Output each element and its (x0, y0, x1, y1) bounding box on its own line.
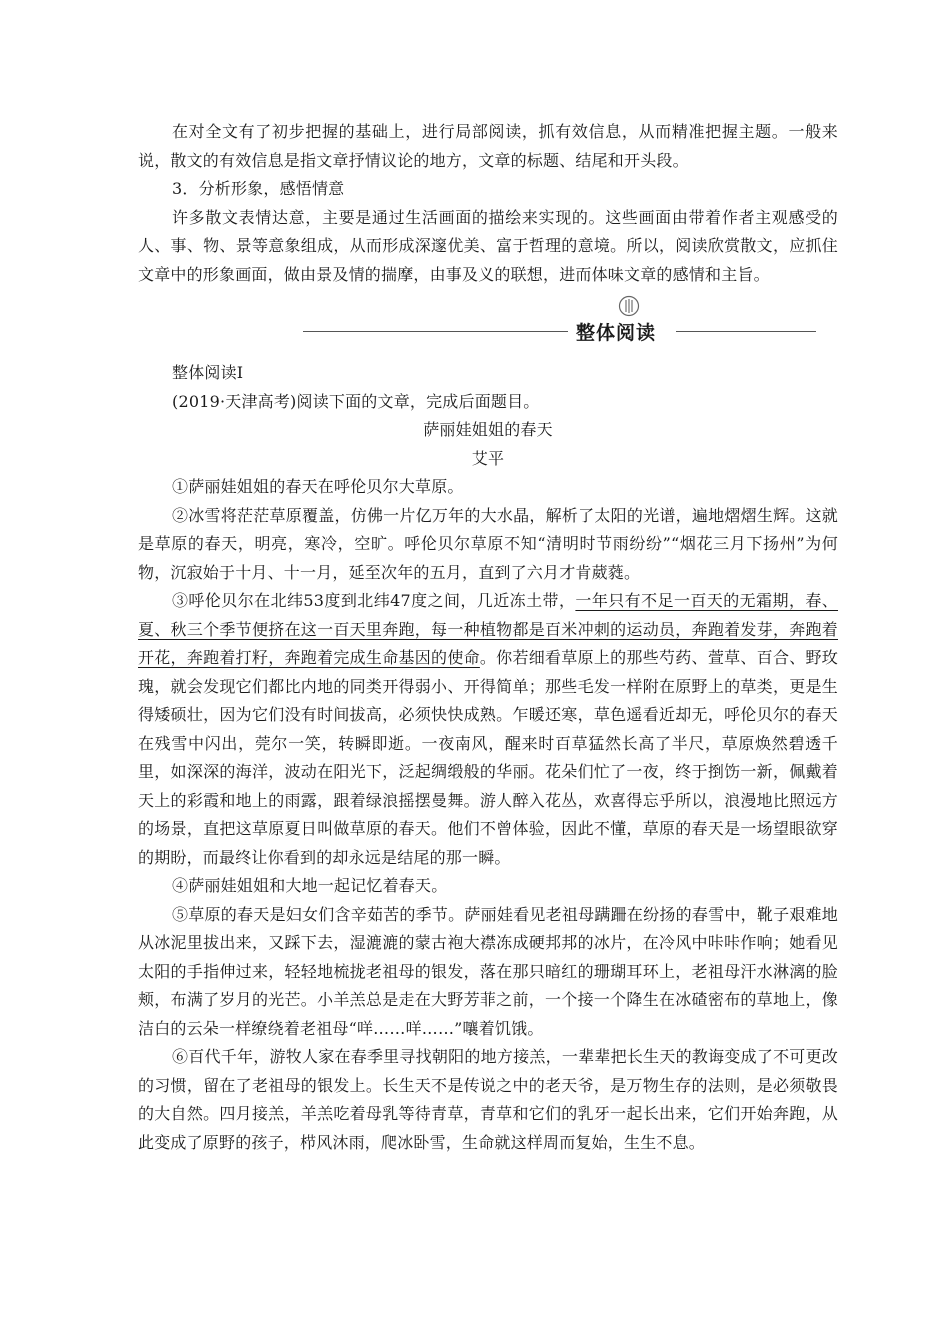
article-author: 艾平 (471, 448, 505, 468)
point-3-heading: 3．分析形象，感悟情意 (172, 179, 345, 198)
book-icon (618, 295, 640, 317)
document-page (138, 118, 838, 1157)
intro-paragraph-2: 许多散文表情达意，主要是通过生活画面的描绘来实现的。这些画面由带着作者主观感受的人、事、物、景等意象组成，从而形成深邃优美、富于哲理的意境。所以，阅读欣赏散文，应抓住文章中的形象画面，做由景及情的揣摩，由事及义的联想，进而体味文章的感情和主旨。 (138, 207, 838, 284)
article-paragraph-6: ⑥百代千年，游牧人家在春季里寻找朝阳的地方接羔，一辈辈把长生天的教诲变成了不可更改的习惯，留在了老祖母的银发上。长生天不是传说之中的老天爷，是万物生存的法则，是必须敬畏的大自然。四月接羔，羊羔吃着母乳等待青草，青草和它们的乳牙一起长出来，它们开始奔跑，从此变成了原野的孩子，栉风沐雨，爬冰卧雪，生命就这样周而复始，生生不息。 (138, 1047, 838, 1152)
reading-source: (2019·天津高考)阅读下面的文章，完成后面题目。 (172, 391, 540, 411)
section-title: 整体阅读 (576, 322, 657, 344)
reading-label: 整体阅读Ⅰ (172, 363, 244, 382)
article-paragraph-3 (138, 587, 838, 872)
article-paragraph-2: ②冰雪将茫茫草原覆盖，仿佛一片亿万年的大水晶，解析了太阳的光谱，遍地熠熠生辉。这就是草原的春天，明亮，寒冷，空旷。呼伦贝尔草原不知“清明时节雨纷纷”“烟花三月下扬州”为何物，沉寂始于十月、十一月，延至次年的五月，直到了六月才肯葳蕤。 (138, 505, 838, 582)
article-paragraph-5: ⑤草原的春天是妇女们含辛茹苦的季节。萨丽娃看见老祖母蹒跚在纷扬的春雪中，靴子艰难地从冰泥里拔出来，又踩下去，湿漉漉的蒙古袍大襟冻成硬邦邦的冰片，在冷风中咔咔作响；她看见太阳的手指伸过来，轻轻地梳拢老祖母的银发，落在那只暗红的珊瑚耳环上，老祖母汗水淋漓的脸颊，布满了岁月的光芒。小羊羔总是走在大野芳菲之前，一个接一个降生在冰碴密布的草地上，像洁白的云朵一样缭绕着老祖母“咩……咩……”嚷着饥饿。 (138, 904, 838, 1038)
intro-paragraph-1: 在对全文有了初步把握的基础上，进行局部阅读，抓有效信息，从而精准把握主题。一般来说，散文的有效信息是指文章抒情议论的地方，文章的标题、结尾和开头段。 (138, 122, 838, 170)
section-header (138, 295, 838, 353)
article-paragraph-4: ④萨丽娃姐姐和大地一起记忆着春天。 (172, 876, 448, 895)
divider-right (676, 331, 816, 332)
underlined-sentence: 一年只有不足一百天的无霜期，春、夏、秋三个季节便挤在这一百天里奔跑，每一种植物都是百米冲刺的运动员，奔跑着发芽，奔跑着开花，奔跑着打籽，奔跑着完成生命基因的使命 (138, 591, 839, 667)
paragraph-3-start: ③呼伦贝尔在北纬53度到北纬47度之间，几近冻土带， (172, 591, 576, 610)
article-paragraph-1: ①萨丽娃姐姐的春天在呼伦贝尔大草原。 (172, 477, 464, 496)
divider-left (303, 331, 568, 332)
article-title: 萨丽娃姐姐的春天 (423, 420, 553, 439)
paragraph-3-rest: 。你若细看草原上的那些芍药、萱草、百合、野玫瑰，就会发现它们都比内地的同类开得弱小、开得简单；那些毛发一样附在原野上的草类，更是生得矮硕壮，因为它们没有时间拔高，必须快快成熟。乍暖还寒，草色遥看近却无，呼伦贝尔的春天在残雪中闪出，莞尔一笑，转瞬即逝。一夜南风，醒来时百草猛然长高了半尺，草原焕然碧透千里，如深深的海洋，波动在阳光下，泛起绸缎般的华丽。花朵们忙了一夜，终于捯饬一新，佩戴着天上的彩霞和地上的雨露，跟着绿浪摇摆曼舞。游人醉入花丛，欢喜得忘乎所以，浪漫地比照远方的场景，直把这草原夏日叫做草原的春天。他们不曾体验，因此不懂，草原的春天是一场望眼欲穿的期盼，而最终让你看到的却永远是结尾的那一瞬。 (138, 648, 839, 867)
